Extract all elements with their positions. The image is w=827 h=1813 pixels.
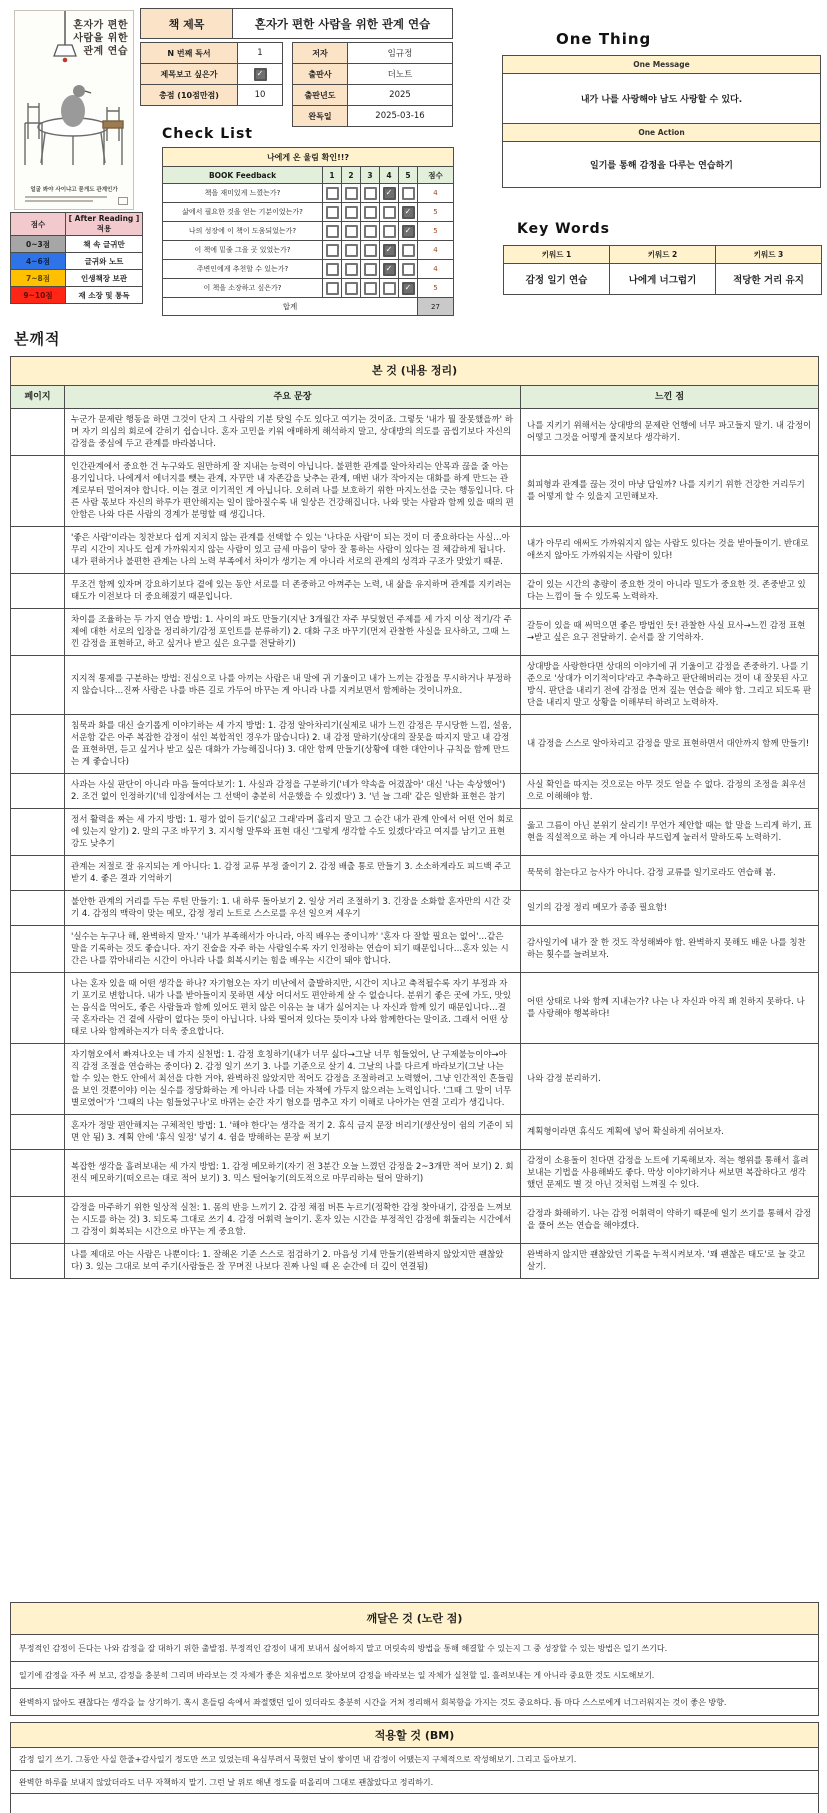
bon-feel-cell[interactable]: 같이 있는 시간의 총량이 중요한 것이 아니라 밀도가 중요한 것. 존중받고 있다는 느낌이 들 수 있도록 노력하자. xyxy=(521,574,819,609)
bon-row xyxy=(11,891,819,926)
checkbox-icon[interactable] xyxy=(364,244,377,257)
apply-row xyxy=(11,1771,819,1794)
realized-row xyxy=(11,1689,819,1716)
scale-number: 3 xyxy=(361,167,380,184)
bon-table-title: 본 것 (내용 정리) xyxy=(11,357,819,386)
bon-row xyxy=(11,456,819,527)
scale-number: 1 xyxy=(323,167,342,184)
checkbox-cell[interactable] xyxy=(399,260,418,279)
checkbox-cell[interactable] xyxy=(342,279,361,298)
apply-title-row xyxy=(11,1723,819,1748)
col-header-feel: 느낀 점 xyxy=(521,386,819,409)
bon-row xyxy=(11,656,819,715)
checkbox-cell[interactable] xyxy=(399,241,418,260)
checklist-body xyxy=(163,184,454,316)
bon-feel-cell[interactable]: 감정과 화해하기. 나는 감정 어휘력이 약하기 때문에 일기 쓰기를 통해서 감정을 풀어 쓰는 연습을 해야겠다. xyxy=(521,1197,819,1244)
cover-subtext-line xyxy=(25,200,93,202)
realized-cell[interactable]: 부정적인 감정이 든다는 나와 감정을 잘 대하기 위한 출발점. 부정적인 감정이 내게 보내서 싫어하지 말고 머릿속의 방법을 통해 해결할 수 있는지 그 중 성장할 수 있는 방법은 일기 쓰기다. xyxy=(11,1635,819,1662)
checkbox-cell[interactable] xyxy=(342,241,361,260)
meta-right-body xyxy=(293,43,453,127)
bon-feel-cell[interactable]: 상대방을 사랑한다면 상대의 이야기에 귀 기울이고 감정을 존중하기. 나를 기준으로 '상대가 이기적이다'라고 추측하고 판단해버리는 것이 내 잘못된 사고방식. 판단을 내리기 전에 감정을 먼저 짚는 연습을 해야 함. 그리고 되도록 판단을 내리지 말고 상황을 이해부터 하려고 노력하자. xyxy=(521,656,819,715)
checkbox-icon[interactable] xyxy=(326,187,339,200)
bon-feel-cell[interactable]: 옳고 그름이 아닌 분위기 살리기! 무언가 제안할 때는 할 말을 느리게 하기, 표현을 직설적으로 하는 게 아니라 부드럽게 눌러서 말하도록 노력하기. xyxy=(521,809,819,856)
apply-row xyxy=(11,1794,819,1813)
keyword-header: 키워드 3 xyxy=(716,246,822,264)
checkbox-cell[interactable] xyxy=(380,222,399,241)
checkbox-icon[interactable] xyxy=(345,225,358,238)
checklist-total-row xyxy=(163,298,454,316)
bon-quote-cell[interactable]: 정서 활력을 짜는 세 가지 방법: 1. 평가 없이 듣기('싫고 그래'라며 흘리지 말고 그 순간 내가 관계 안에서 어떤 언어 회로에 있는지 알기) 2. 말의 구조 바꾸기 3. 지시형 말투와 표현 대신 '그렇게 생각할 수도 있겠다'라고 여지를 남기고 표현 강도 낮추기 xyxy=(65,809,521,856)
legend-row xyxy=(11,253,143,270)
meta-label: 제목보고 싶은가 xyxy=(141,64,238,85)
bon-page-cell[interactable] xyxy=(11,973,65,1044)
checkbox-icon[interactable] xyxy=(345,244,358,257)
keyword-value-row xyxy=(504,264,822,295)
bon-quote-cell[interactable]: 누군가 문제란 행동을 하면 그것이 단지 그 사람의 기분 탓일 수도 있다고 여기는 것이죠. 그렇듯 '내가 뭘 잘못했을까' 하며 자기 의심의 회로에 갇히기 쉽습니다. 혼자 고민을 키워 애매하게 해석하지 말고, 상대방의 의도를 곱씹기보다 자신의 감정을 중심에 두고 관계를 바라봅니다. xyxy=(65,409,521,456)
checklist-item-label: 이 책을 소장하고 싶은가? xyxy=(163,279,323,298)
meta-value[interactable]: 임규정 xyxy=(348,43,453,64)
checkbox-cell[interactable] xyxy=(399,222,418,241)
checkbox-checked-icon[interactable] xyxy=(254,68,267,81)
checkbox-cell[interactable] xyxy=(380,241,399,260)
checkbox-cell[interactable] xyxy=(361,184,380,203)
checkbox-icon[interactable] xyxy=(345,187,358,200)
bon-quote-cell[interactable]: 인간관계에서 중요한 건 누구와도 원만하게 잘 지내는 능력이 아닙니다. 불편한 관계를 알아차리는 안목과 끊을 줄 아는 용기입니다. 나에게서 에너지를 뺏는 관계, 자꾸만 내 자존감을 낮추는 관계, 매번 내가 작아지는 대화를 하게 만드는 관계로부터 멀어져야 합니다. 이는 결코 이기적인 게 아닙니다. 오히려 나를 보호하기 위한 마지노선을 긋는 행동입니다. 다른 사람 몫보다 자신의 하루가 편안해지는 일이 많아질수록 내 일상은 건강해집니다. 나와 맞는 사람과 함께 있을 때의 편안함은 나와 다른 사람의 경계가 분명할 때 생깁니다. xyxy=(65,456,521,527)
apply-title: 적용할 것 (BM) xyxy=(11,1723,819,1748)
bon-row xyxy=(11,774,819,809)
checklist-item-label: 나의 성장에 이 책이 도움되었는가? xyxy=(163,222,323,241)
meta-label: 총점 (10점만점) xyxy=(141,85,238,106)
checkbox-icon[interactable] xyxy=(364,206,377,219)
checkbox-icon[interactable] xyxy=(364,225,377,238)
bon-page-cell[interactable] xyxy=(11,1115,65,1150)
bon-row xyxy=(11,1150,819,1197)
realized-title-row xyxy=(11,1603,819,1635)
checkbox-icon[interactable] xyxy=(345,282,358,295)
checkbox-icon[interactable] xyxy=(402,263,415,276)
cover-subtext-line xyxy=(25,196,107,198)
legend-action: 재 소장 및 통독 xyxy=(66,287,143,304)
checklist-row xyxy=(163,279,454,298)
checkbox-checked-icon[interactable] xyxy=(402,282,415,295)
cover-title xyxy=(73,19,128,58)
bon-row xyxy=(11,926,819,973)
bon-quote-cell[interactable]: 불안한 관계의 거리를 두는 루틴 만들기: 1. 내 하루 돌아보기 2. 일상 거리 조절하기 3. 긴장을 소화할 혼자만의 시간 갖기 4. 감정의 맥락이 맞는 메모, 감정 정리 노트로 스스로를 우선 일으켜 세우기 xyxy=(65,891,521,926)
checkbox-cell[interactable] xyxy=(361,222,380,241)
meta-row xyxy=(293,85,453,106)
checkbox-icon[interactable] xyxy=(326,244,339,257)
one-message-value[interactable]: 내가 나를 사랑해야 남도 사랑할 수 있다. xyxy=(503,74,821,124)
meta-label: 출판년도 xyxy=(293,85,348,106)
meta-value[interactable]: 2025 xyxy=(348,85,453,106)
bon-row xyxy=(11,1197,819,1244)
bon-row xyxy=(11,809,819,856)
bon-feel-cell[interactable]: 완벽하지 않지만 괜찮았던 기록을 누적시켜보자. '꽤 괜찮은 태도'로 늘 갖고 살기. xyxy=(521,1244,819,1279)
checklist-item-label: 책을 재미있게 느꼈는가? xyxy=(163,184,323,203)
apply-row xyxy=(11,1748,819,1771)
checkbox-cell[interactable] xyxy=(380,279,399,298)
bon-page-cell[interactable] xyxy=(11,1150,65,1197)
legend-action-header: [ After Reading ] 적용 xyxy=(66,213,143,236)
bon-row xyxy=(11,973,819,1044)
bon-quote-cell[interactable]: 나는 혼자 있을 때 어떤 생각을 하나? 자기혐오는 자기 비난에서 출발하지만, 시간이 지나고 축적될수록 자기 부정과 자기 포기로 변합니다. 내가 나를 받아들이지 못하면 세상 어디서도 편안하게 살 수 없습니다. 분위기 좋은 곳에 가도, 맛있는 음식을 먹어도, 좋은 사람들과 함께 있어도 편치 않은 이유는 늘 내가 싫어지는 나 자신과 함께 있기 때문입니다…결국 혼자라는 건 곁에 사람이 없다는 뜻이 아닙니다. 나와 떨어져 있다는 뜻이자 나와 함께한다는 말이죠. 그래서 어떤 상태로 나와 함께하는지가 더욱 중요합니다. xyxy=(65,973,521,1044)
legend-score-header: 점수 xyxy=(11,213,66,236)
checklist-item-label: 주변인에게 추천할 수 있는가? xyxy=(163,260,323,279)
scale-number: 2 xyxy=(342,167,361,184)
checkbox-cell[interactable] xyxy=(399,203,418,222)
checkbox-cell[interactable] xyxy=(361,241,380,260)
bon-row xyxy=(11,1115,819,1150)
checkbox-checked-icon[interactable] xyxy=(383,187,396,200)
legend-body xyxy=(11,236,143,304)
bon-page-cell[interactable] xyxy=(11,456,65,527)
checkbox-cell[interactable] xyxy=(323,279,342,298)
checklist-question: 나에게 온 울림 확인!!? xyxy=(163,148,454,167)
meta-row xyxy=(293,106,453,127)
book-title-label: 책 제목 xyxy=(141,9,233,39)
bon-feel-cell[interactable]: 감사일기에 내가 잘 한 것도 작성해봐야 함. 완벽하지 못해도 배운 나를 칭찬하는 횟수를 늘려보자. xyxy=(521,926,819,973)
meta-value[interactable]: 10 xyxy=(238,85,283,106)
bon-page-cell[interactable] xyxy=(11,809,65,856)
check-list-table xyxy=(162,147,454,316)
meta-value[interactable]: 1 xyxy=(238,43,283,64)
cover-caption: 얼굴 봐야 사이냐고 묻게도 관계인가 xyxy=(30,187,118,193)
bon-row xyxy=(11,609,819,656)
keyword-value[interactable]: 적당한 거리 유지 xyxy=(716,264,822,295)
checkbox-icon[interactable] xyxy=(326,282,339,295)
bon-quote-cell[interactable]: 침묵과 화를 대신 슬기롭게 이야기하는 세 가지 방법: 1. 감정 알아차리기(실제로 내가 느낀 감정은 무시당한 느낌, 설움, 서운함 같은 아주 복잡한 감정이 섞인 복합적인 경우가 많습니다) 2. 내 감정 말하기(상대의 잘못을 따지지 말고 내 감정을 표현하면, 듣고 싶거나 받고 싶은 대화가 가능해집니다) 3. 대안 함께 만들기(상황에 대한 대안이나 규칙을 함께 만드는 게 좋습니다) xyxy=(65,715,521,774)
checklist-score: 5 xyxy=(418,279,454,298)
checkbox-checked-icon[interactable] xyxy=(402,225,415,238)
bon-row xyxy=(11,715,819,774)
col-header-quote: 주요 문장 xyxy=(65,386,521,409)
checkbox-icon[interactable] xyxy=(326,263,339,276)
meta-row xyxy=(141,64,283,85)
meta-left-table xyxy=(140,42,283,106)
meta-label: N 번째 독서 xyxy=(141,43,238,64)
book-title-value[interactable]: 혼자가 편한 사람을 위한 관계 연습 xyxy=(233,9,453,39)
scale-number: 5 xyxy=(399,167,418,184)
book-cover xyxy=(14,10,134,210)
checkbox-icon[interactable] xyxy=(383,225,396,238)
bon-feel-cell[interactable]: 일기의 감정 정리 메모가 종종 필요함! xyxy=(521,891,819,926)
checkbox-checked-icon[interactable] xyxy=(402,206,415,219)
bon-feel-cell[interactable]: 회피형과 관계를 끊는 것이 마냥 답일까? 나를 지키기 위한 건강한 거리두기를 어떻게 할 수 있을지 고민해보자. xyxy=(521,456,819,527)
checkbox-cell[interactable] xyxy=(380,203,399,222)
realized-row xyxy=(11,1662,819,1689)
checklist-question-row xyxy=(163,148,454,167)
checklist-score: 5 xyxy=(418,203,454,222)
cover-title-line: 혼자가 편한 xyxy=(73,20,128,31)
bon-quote-cell[interactable]: 사과는 사실 판단이 아니라 마음 들여다보기: 1. 사실과 감정을 구분하기('네가 약속을 어겼잖아' 대신 '나는 속상했어') 2. 조건 없이 인정하기('네 입장에서는 그 선택이 충분히 서운했을 수 있겠다') 3. '넌 늘 그래' 같은 일반화 표현은 참기 xyxy=(65,774,521,809)
bon-quote-cell[interactable]: 관계는 저절로 잘 유지되는 게 아니다: 1. 감정 교류 부정 줄이기 2. 감정 배출 통로 만들기 3. 소소하게라도 피드백 주고받기 4. 좋은 결과 기억하기 xyxy=(65,856,521,891)
checkbox-cell[interactable] xyxy=(399,184,418,203)
checklist-row xyxy=(163,241,454,260)
apply-table xyxy=(10,1722,819,1813)
apply-cell[interactable]: 완벽한 하루를 보내지 않았더라도 너무 자책하지 말기. 그런 날 위로 해낸 정도를 떠올리며 그대로 괜찮았다고 정리하기. xyxy=(11,1771,819,1794)
bon-quote-cell[interactable]: 자기혐오에서 빠져나오는 네 가지 실천법: 1. 감정 호칭하기(내가 너무 싫다→그날 너무 힘들었어, 난 구제불능이야→아직 감정 조절을 연습하는 중이다) 2. 감정 일기 쓰기 3. 나를 기준으로 살기 4. 그날의 나를 다르게 바라보기(그날 나는 할 수 있는 한도 안에서 최선을 다한 거야, 완벽하진 않았지만 적어도 감정을 조절하려고 노력했어, 그냥 인간적인 흔들림을 보인 것뿐이야) 이는 실수를 정당화하는 게 아니라 나를 더는 자책에 가두지 않으려는 노력입니다. '그때 그 말이 너무 별로였어'가 '그때의 나는 힘들었구나'로 바뀌는 순간 자기 혐오를 멈추고 자기 이해로 나아가는 연결 고리가 생깁니다. xyxy=(65,1044,521,1115)
checkbox-cell[interactable] xyxy=(342,222,361,241)
legend-range: 4~6점 xyxy=(11,253,66,270)
meta-row xyxy=(141,43,283,64)
chair-right-icon xyxy=(103,107,123,165)
bon-quote-cell[interactable]: 차이를 조율하는 두 가지 연습 방법: 1. 사이의 파도 만들기(지난 3개월간 자주 부딪혔던 주제를 세 가지 이상 적기/각 주제에 대한 서로의 입장을 정리하기/감정 포인트를 분류하기) 2. 대화 구조 바꾸기(먼저 관찰한 사실을 묘사하고, 그때 느낀 감정을 표현하고, 하고 싶거나 받고 싶은 요구를 전달하기) xyxy=(65,609,521,656)
bon-feel-cell[interactable]: 묵묵히 참는다고 능사가 아니다. 감정 교류를 일기로라도 연습해 봄. xyxy=(521,856,819,891)
checkbox-cell[interactable] xyxy=(342,203,361,222)
legend-range: 7~8점 xyxy=(11,270,66,287)
bon-quote-cell[interactable]: 지지적 통제를 구분하는 방법: 진심으로 나를 아끼는 사람은 내 말에 귀 기울이고 내가 느끼는 감정을 무시하거나 부정하지 않습니다…진짜 사랑은 나를 바른 길로 가두어 바꾸는 게 아니라 나를 지켜보면서 함께하는 것이니까요. xyxy=(65,656,521,715)
checkbox-icon[interactable] xyxy=(326,225,339,238)
apply-cell[interactable] xyxy=(11,1794,819,1813)
realized-body xyxy=(11,1635,819,1716)
checkbox-cell[interactable] xyxy=(323,203,342,222)
bon-feel-cell[interactable]: 갈등이 있을 때 써먹으면 좋은 방법인 듯! 관찰한 사실 묘사→느낀 감정 표현→받고 싶은 요구 전달하기. 순서를 잘 기억하자. xyxy=(521,609,819,656)
one-message-label: One Message xyxy=(503,56,821,74)
bon-feel-cell[interactable]: 어떤 상태로 나와 함께 지내는가? 나는 나 자신과 아직 꽤 친하지 못하다. 나를 사랑해야 행복하다! xyxy=(521,973,819,1044)
one-action-label: One Action xyxy=(503,124,821,142)
col-header-page: 페이지 xyxy=(11,386,65,409)
bon-page-cell[interactable] xyxy=(11,856,65,891)
chair-left-icon xyxy=(25,103,42,165)
publisher-mark-icon xyxy=(118,197,128,205)
bon-body xyxy=(11,409,819,1279)
scale-number: 4 xyxy=(380,167,399,184)
checkbox-cell[interactable] xyxy=(399,279,418,298)
meta-value[interactable]: 더노트 xyxy=(348,64,453,85)
checklist-total-value: 27 xyxy=(418,298,454,316)
bon-section-title: 본깨적 xyxy=(14,330,61,348)
checkbox-cell[interactable] xyxy=(323,241,342,260)
checkbox-cell[interactable] xyxy=(361,260,380,279)
keyword-value[interactable]: 나에게 너그럽기 xyxy=(610,264,716,295)
score-legend-table xyxy=(10,212,143,304)
checklist-row xyxy=(163,222,454,241)
bon-quote-cell[interactable]: 복잡한 생각을 흘려보내는 세 가지 방법: 1. 감정 메모하기(자기 전 3분간 오늘 느꼈던 감정을 2~3개만 적어 보기) 2. 회전식 메모하기(떠오르는 대로 적어 보기) 3. 믹스 털어놓기(의도적으로 마무리하는 털어 말하기) xyxy=(65,1150,521,1197)
bon-page-cell[interactable] xyxy=(11,609,65,656)
bon-feel-cell[interactable]: 내가 아무리 애써도 가까워지지 않는 사람도 있다는 것을 받아들이기. 반대로 애쓰지 않아도 가까워지는 사람이 있다! xyxy=(521,527,819,574)
checklist-row xyxy=(163,184,454,203)
bon-feel-cell[interactable]: 계획형이라면 휴식도 계획에 넣어 확실하게 쉬어보자. xyxy=(521,1115,819,1150)
bon-quote-cell[interactable]: '실수는 누구나 해, 완벽하지 말자.' '내가 부족해서가 아니라, 아직 배우는 중이니까' '혼자 다 잘할 필요는 없어'…같은 말을 기록하는 것도 좋습니다. 자기 진술을 자주 하는 사람일수록 자기 인정하는 연습이 되기 때문입니다…혼자 있는 시간은 나를 깎아내리는 시간이 아니라 나를 회복시키는 힘을 배우는 시간이 돼야 합니다. xyxy=(65,926,521,973)
checkbox-icon[interactable] xyxy=(402,187,415,200)
bon-row xyxy=(11,527,819,574)
checkbox-icon[interactable] xyxy=(364,263,377,276)
legend-row xyxy=(11,236,143,253)
checklist-total-label: 합계 xyxy=(163,298,418,316)
checkbox-cell[interactable] xyxy=(361,203,380,222)
checkbox-icon[interactable] xyxy=(345,206,358,219)
bon-title-row xyxy=(11,357,819,386)
legend-row xyxy=(11,287,143,304)
checkbox-cell[interactable] xyxy=(380,184,399,203)
key-words-table xyxy=(503,245,822,295)
score-header: 점수 xyxy=(418,167,454,184)
bon-row xyxy=(11,1044,819,1115)
legend-action: 인생책장 보관 xyxy=(66,270,143,287)
keyword-header: 키워드 1 xyxy=(504,246,610,264)
checkbox-checked-icon[interactable] xyxy=(383,244,396,257)
checkbox-icon[interactable] xyxy=(383,282,396,295)
checkbox-icon[interactable] xyxy=(326,206,339,219)
checklist-score: 4 xyxy=(418,184,454,203)
check-list-title: Check List xyxy=(162,126,253,142)
checkbox-cell[interactable] xyxy=(323,260,342,279)
bon-row xyxy=(11,1244,819,1279)
checkbox-icon[interactable] xyxy=(345,263,358,276)
legend-action: 책 속 글귀만 xyxy=(66,236,143,253)
bon-page-cell[interactable] xyxy=(11,527,65,574)
checklist-score: 5 xyxy=(418,222,454,241)
key-words-title: Key Words xyxy=(517,221,610,237)
checkbox-cell[interactable] xyxy=(323,222,342,241)
bon-page-cell[interactable] xyxy=(11,574,65,609)
one-action-value[interactable]: 일기를 통해 감정을 다루는 연습하기 xyxy=(503,142,821,188)
checkbox-icon[interactable] xyxy=(364,187,377,200)
checklist-row xyxy=(163,260,454,279)
apply-body xyxy=(11,1748,819,1813)
bon-row xyxy=(11,409,819,456)
checkbox-cell[interactable] xyxy=(361,279,380,298)
keyword-header-row xyxy=(504,246,822,264)
meta-label: 완독일 xyxy=(293,106,348,127)
one-thing-table xyxy=(502,55,821,188)
legend-range: 0~3점 xyxy=(11,236,66,253)
bon-quote-cell[interactable]: 무조건 함께 있자며 강요하기보다 곁에 있는 동안 서로를 더 존중하고 아껴주는 노력, 내 삶을 유지하며 관계를 지키려는 태도가 이전보다 더 중요해졌기 때문입니다. xyxy=(65,574,521,609)
checklist-score: 4 xyxy=(418,241,454,260)
keyword-value[interactable]: 감정 일기 연습 xyxy=(504,264,610,295)
meta-value[interactable] xyxy=(238,64,283,85)
meta-left-body xyxy=(141,43,283,106)
cover-title-line: 관계 연습 xyxy=(83,46,128,57)
checkbox-icon[interactable] xyxy=(383,206,396,219)
meta-label: 저자 xyxy=(293,43,348,64)
meta-label: 출판사 xyxy=(293,64,348,85)
book-title-table xyxy=(140,8,453,39)
realized-title: 깨달은 것 (노란 점) xyxy=(11,1603,819,1635)
bon-quote-cell[interactable]: 혼자가 정말 편안해지는 구체적인 방법: 1. '해야 한다'는 생각을 적기 2. 휴식 금지 문장 버리기(생산성이 쉼의 기준이 되면 안 됨) 3. 계획 안에 '휴식 일정' 넣기 4. 쉼을 방해하는 문장 써 보기 xyxy=(65,1115,521,1150)
meta-right-table xyxy=(292,42,453,127)
bon-page-cell[interactable] xyxy=(11,656,65,715)
checklist-item-label: 이 책에 밑줄 그을 곳 있었는가? xyxy=(163,241,323,260)
bon-page-cell[interactable] xyxy=(11,926,65,973)
checkbox-cell[interactable] xyxy=(342,184,361,203)
checklist-row xyxy=(163,203,454,222)
apply-cell[interactable]: 감정 일기 쓰기. 그동안 사실 한줄+감사일기 정도만 쓰고 있었는데 욕심부려서 묵혔던 날이 쌓이면 내 감정이 어땠는지 구체적으로 작성해보기. 그리고 돌아보기. xyxy=(11,1748,819,1771)
bon-quote-cell[interactable]: 나를 제대로 아는 사람은 나뿐이다: 1. 잘해온 기준 스스로 점검하기 2. 마음성 기세 만들기(완벽하지 않았지만 괜찮았다) 3. 있는 그대로 보여 주기(사람들은 잘 꾸며진 나보다 진짜 나일 때 온 순간에 더 깊이 연결됨) xyxy=(65,1244,521,1279)
checklist-feedback-header: BOOK Feedback xyxy=(163,167,323,184)
bon-page-cell[interactable] xyxy=(11,891,65,926)
checkbox-cell[interactable] xyxy=(323,184,342,203)
bon-page-cell[interactable] xyxy=(11,715,65,774)
realized-table xyxy=(10,1602,819,1716)
checkbox-icon[interactable] xyxy=(364,282,377,295)
realized-cell[interactable]: 완벽하지 않아도 괜찮다는 생각을 늘 상기하기. 혹시 흔들림 속에서 좌절했던 일이 있더라도 충분히 시간을 거쳐 정리해서 회복함을 가지는 것도 중요하다. 틈 마다 스스로에게 너그러워지는 것이 좋은 방향. xyxy=(11,1689,819,1716)
keyword-header: 키워드 2 xyxy=(610,246,716,264)
bon-column-header-row xyxy=(11,386,819,409)
one-thing-title: One Thing xyxy=(556,30,652,48)
bon-page-cell[interactable] xyxy=(11,774,65,809)
meta-row xyxy=(293,64,453,85)
bon-page-cell[interactable] xyxy=(11,1044,65,1115)
bon-page-cell[interactable] xyxy=(11,1197,65,1244)
bon-page-cell[interactable] xyxy=(11,1244,65,1279)
bon-table xyxy=(10,356,819,1279)
bon-feel-cell[interactable]: 감정이 소용돌이 친다면 감정을 노트에 기록해보자. 적는 행위를 통해서 흘려보내는 기법을 사용해봐도 좋다. 막상 이야기하거나 써보면 복잡하다고 생각했던 문제도 별 것 아닌 것처럼 느껴질 수 있다. xyxy=(521,1150,819,1197)
meta-row xyxy=(293,43,453,64)
bon-quote-cell[interactable]: 감정을 마주하기 위한 일상적 실천: 1. 몸의 반응 느끼기 2. 감정 채점 버튼 누르기(정확한 감정 찾아내기, 감정을 느껴보는 시도를 하는 것) 3. 되도록 그대로 쓰기 4. 감정 어휘력 늘이기. 혼자 있는 시간을 부정적인 감정에 휘둘리는 시간에서 그 감정이 회복되는 시간으로 바꾸는 게 중요함. xyxy=(65,1197,521,1244)
cover-title-line: 사람을 위한 xyxy=(73,33,128,44)
bon-feel-cell[interactable]: 나를 지키기 위해서는 상대방의 문제란 언행에 너무 파고들지 말기. 내 감정이 어떻고 그것을 어떻게 풀지보다 생각하기. xyxy=(521,409,819,456)
realized-row xyxy=(11,1635,819,1662)
legend-range: 9~10점 xyxy=(11,287,66,304)
bon-row xyxy=(11,574,819,609)
checkbox-cell[interactable] xyxy=(380,260,399,279)
legend-row xyxy=(11,270,143,287)
legend-action: 글귀와 노트 xyxy=(66,253,143,270)
realized-cell[interactable]: 일기에 감정을 자주 써 보고, 감정을 충분히 그리며 바라보는 것 자체가 좋은 치유법으로 찾아보며 감정을 바라보는 일 자체가 실천할 일. 흘려보내는 게 아니라 중요한 것도 시도해보기. xyxy=(11,1662,819,1689)
bon-quote-cell[interactable]: '좋은 사람'이라는 칭찬보다 쉽게 지치지 않는 관계를 선택할 수 있는 '나다운 사람'이 되는 것이 더 중요하다는 사실…아무리 시간이 지나도 쉽게 가까워지지 않는 사람이 있고 금세 마음이 닿아 잘 통하는 사람이 있다는 걸 체감하게 됩니다. 내가 편하거나 불편한 관계는 나의 노력 부족에서 차이가 생기는 게 아니라 서로의 관계의 성격과 구조가 맞았기 때문. xyxy=(65,527,521,574)
checkbox-cell[interactable] xyxy=(342,260,361,279)
meta-value[interactable]: 2025-03-16 xyxy=(348,106,453,127)
checklist-item-label: 삶에서 필요한 것을 얻는 기분이었는가? xyxy=(163,203,323,222)
legend-header-row xyxy=(11,213,143,236)
bon-feel-cell[interactable]: 나와 감정 분리하기. xyxy=(521,1044,819,1115)
bon-page-cell[interactable] xyxy=(11,409,65,456)
bon-feel-cell[interactable]: 내 감정을 스스로 알아차리고 감정을 말로 표현하면서 대안까지 함께 만들기! xyxy=(521,715,819,774)
checklist-scale-row xyxy=(163,167,454,184)
bon-feel-cell[interactable]: 사실 확인을 따지는 것으로는 아무 것도 얻을 수 없다. 감정의 조정을 최우선으로 이해해야 함. xyxy=(521,774,819,809)
meta-row xyxy=(141,85,283,106)
checkbox-checked-icon[interactable] xyxy=(383,263,396,276)
checklist-score: 4 xyxy=(418,260,454,279)
checkbox-icon[interactable] xyxy=(402,244,415,257)
bon-row xyxy=(11,856,819,891)
